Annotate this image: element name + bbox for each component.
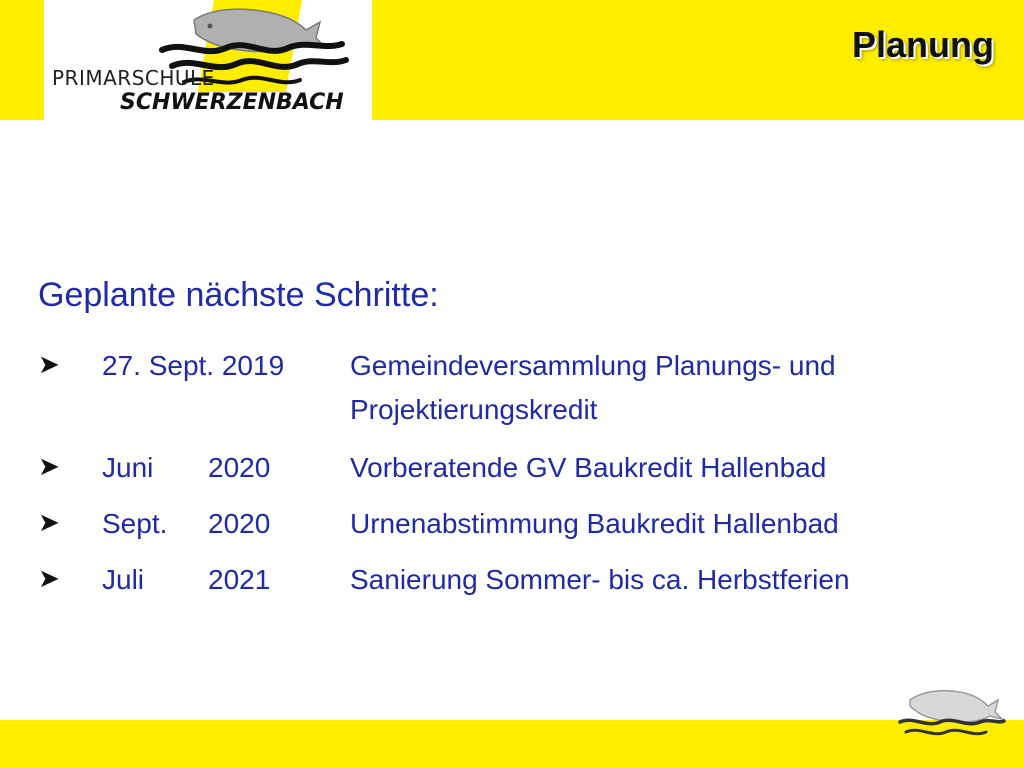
logo-text-line2: SCHWERZENBACH <box>120 90 344 115</box>
list-item <box>38 350 998 452</box>
arrow-bullet-icon: ➤ <box>38 452 60 482</box>
steps-list <box>38 350 998 620</box>
arrow-bullet-icon: ➤ <box>38 508 60 538</box>
fish-icon <box>896 684 1006 740</box>
step-month: Juni <box>102 452 154 483</box>
arrow-bullet-icon: ➤ <box>38 564 60 594</box>
footer-band <box>0 720 1024 768</box>
arrow-bullet-icon: ➤ <box>38 350 60 380</box>
page-title: Planung <box>852 24 994 65</box>
step-date: 27. Sept. 2019 <box>102 350 285 381</box>
step-year: 2021 <box>208 564 271 595</box>
logo-text-line1: PRIMARSCHULE <box>52 66 215 90</box>
step-description: Urnenabstimmung Baukredit Hallenbad <box>350 508 839 539</box>
school-logo <box>44 0 372 124</box>
step-month: Juli <box>102 564 145 595</box>
list-item <box>38 508 998 564</box>
step-year: 2020 <box>208 452 271 483</box>
step-month: Sept. <box>102 508 168 539</box>
step-description: Sanierung Sommer- bis ca. Herbstferien <box>350 564 850 595</box>
step-description: Vorberatende GV Baukredit Hallenbad <box>350 452 827 483</box>
step-description: Gemeindeversammlung Planungs- und Projektierungskredit <box>350 350 836 425</box>
list-item <box>38 452 998 508</box>
section-heading: Geplante nächste Schritte: <box>38 276 439 314</box>
list-item <box>38 564 998 620</box>
step-year: 2020 <box>208 508 271 539</box>
